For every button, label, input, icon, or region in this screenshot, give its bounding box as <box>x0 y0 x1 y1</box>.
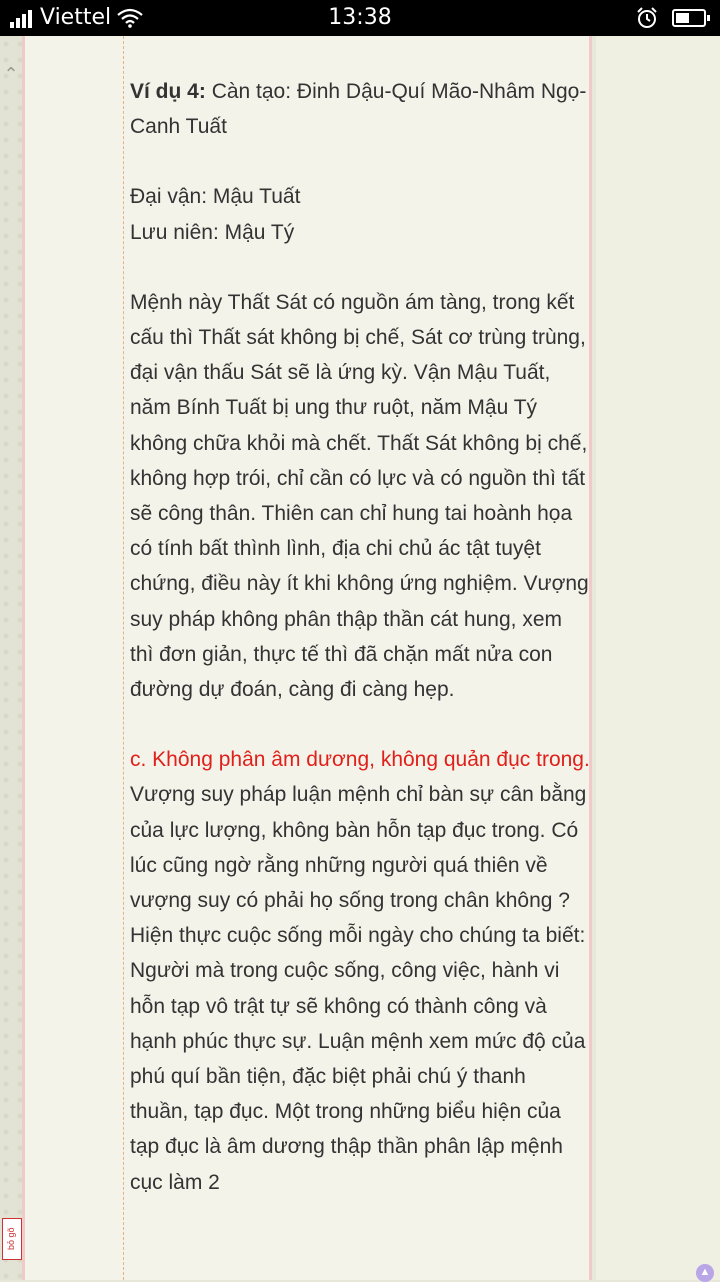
left-margin <box>0 36 22 1280</box>
alarm-icon <box>636 7 658 29</box>
example-label: Ví dụ 4: <box>130 80 206 103</box>
paragraph-2: Vượng suy pháp luận mệnh chỉ bàn sự cân bằng của lực lượng, không bàn hỗn tạp đục trong. Có lúc cũng ngờ rằng những người quá thiên về vượng suy có phải họ sống trong chân không ? Hiện thực cuộc sống mỗi ngày cho chúng ta biết: Người mà trong cuộc sống, công việc, hành vi hỗn tạp vô trật tự sẽ không có thành công và hạnh phúc thực sự. Luận mệnh xem mức độ của phú quí bần tiện, đặc biệt phải chú ý thanh thuần, tạp đục. Một trong những biểu hiện của tạp đục là âm dương thập thần phân lập mệnh cục làm 2 <box>130 783 587 1194</box>
divider-line <box>123 36 124 1280</box>
carrier-name: Viettel <box>40 5 112 30</box>
status-bar <box>0 0 720 36</box>
example-text: Càn tạo: Đinh Dậu-Quí Mão-Nhâm Ngọ-Canh Tuất <box>130 80 587 139</box>
right-margin <box>596 36 720 1280</box>
example-line <box>130 74 590 144</box>
battery-icon <box>672 9 706 27</box>
luu-nien-line: Lưu niên: Mậu Tý <box>130 220 295 244</box>
input-method-badge[interactable]: bỏ gõ <box>2 1218 22 1260</box>
status-right <box>636 7 706 29</box>
scroll-top-icon[interactable]: ▲ <box>696 1264 714 1282</box>
chevron-up-icon[interactable]: ⌃ <box>3 64 19 84</box>
clock: 13:38 <box>328 5 392 30</box>
section-heading: c. Không phân âm dương, không quản đục trong. <box>130 748 590 772</box>
paragraph-1: Mệnh này Thất Sát có nguồn ám tàng, trong kết cấu thì Thất sát không bị chế, Sát cơ trùng trùng, đại vận thấu Sát sẽ là ứng kỳ. Vận Mậu Tuất, năm Bính Tuất bị ung thư ruột, năm Mậu Tý không chữa khỏi mà chết. Thất Sát không bị chế, không hợp trói, chỉ cần có lực và có nguồn thì tất sẽ công thân. Thiên can chỉ hung tai hoành họa có tính bất thình lình, địa chi chủ ác tật tuyệt chứng, điều này ít khi không ứng nghiệm. Vượng suy pháp không phân thập thần cát hung, xem thì đơn giản, thực tế thì đã chặn mất nửa con đường dự đoán, càng đi càng hẹp. <box>130 290 589 702</box>
article-body <box>130 74 590 1200</box>
dai-van-line: Đại vận: Mậu Tuất <box>130 185 301 209</box>
